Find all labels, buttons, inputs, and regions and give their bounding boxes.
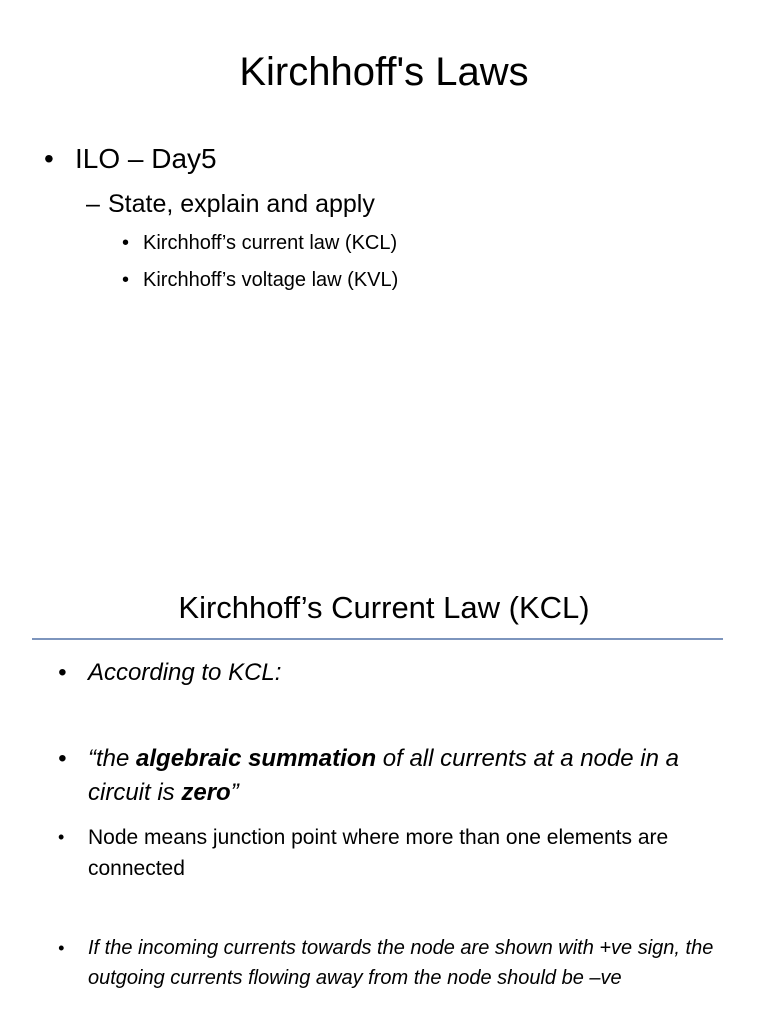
slide-title: Kirchhoff's Laws: [239, 50, 529, 94]
title-divider: [32, 638, 723, 640]
bullet-marker: •: [58, 745, 67, 772]
list-item-kvl: [122, 267, 398, 293]
definition-part: of all currents at a node in a circuit is: [88, 745, 679, 806]
list-item-sign-convention: [58, 933, 718, 993]
item-text: Kirchhoff’s voltage law (KVL): [143, 269, 399, 291]
list-item-definition: [58, 742, 708, 810]
list-item-objective: [86, 188, 375, 220]
bullet-marker: •: [122, 269, 130, 291]
bullet-marker: •: [58, 827, 65, 847]
definition-part: ”: [230, 779, 239, 806]
bullet-marker: •: [122, 232, 130, 254]
sub-bullet-text: State, explain and apply: [108, 190, 375, 218]
list-item-ilo: [44, 142, 217, 176]
definition-part: “the: [88, 745, 137, 772]
list-item-node: [58, 822, 708, 884]
bullet-text: According to KCL:: [88, 659, 282, 686]
bullet-text: If the incoming currents towards the node are shown with +ve sign, the outgoing currents flowing away from the node should be –ve: [88, 937, 714, 989]
bullet-marker: •: [44, 143, 54, 174]
item-text: Kirchhoff’s current law (KCL): [143, 232, 398, 254]
definition-emphasis: zero: [181, 779, 231, 806]
definition-text: [88, 742, 708, 810]
list-item-kcl: [122, 230, 397, 256]
slide-title: Kirchhoff’s Current Law (KCL): [178, 590, 590, 625]
slide-kcl: [0, 560, 768, 1024]
bullet-marker: •: [58, 938, 65, 958]
bullet-marker: •: [58, 659, 67, 686]
bullet-text: ILO – Day5: [75, 143, 217, 174]
bullet-text: Node means junction point where more than one elements are connected: [88, 826, 669, 880]
list-item-according: [58, 656, 708, 690]
definition-emphasis: algebraic summation: [136, 745, 377, 772]
dash-marker: –: [86, 190, 100, 218]
